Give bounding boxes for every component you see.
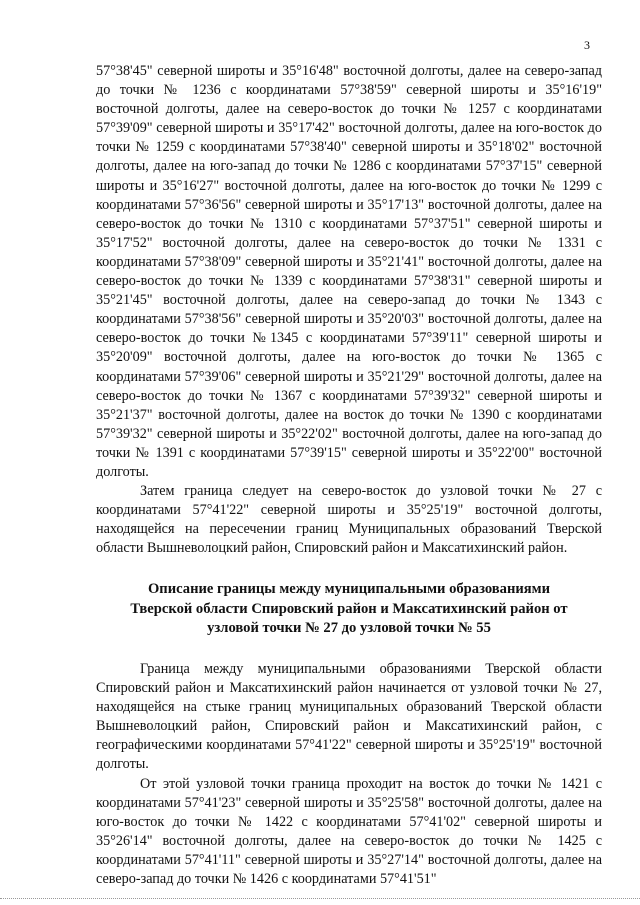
page-number: 3	[584, 38, 590, 52]
section-heading-line-2: Тверской области Спировский район и Максатихинский район от	[130, 600, 568, 617]
paragraph-boundary-route: От этой узловой точки граница проходит на восток до точки № 1421 с координатами 57°41'23" северной широты и 35°25'58" восточной долготы, далее на юго-восток до точки № 1422 с координатами 57°41'02" северной широты и 35°26'14" восточной долготы, далее на северо-восток до точки № 1425 с координатами 57°41'11" северной широты и 35°27'14" восточной долготы, далее на северо-запад до точки № 1426 с координатами 57°41'51"	[96, 775, 602, 887]
document-body	[96, 62, 602, 889]
page-bottom-divider	[0, 898, 640, 899]
paragraph-node-27: Затем граница следует на северо-восток до узловой точки № 27 с координатами 57°41'22" северной широты и 35°25'19" восточной долготы, находящейся на пересечении границ Муниципальных образований Тверской области Вышневолоцкий район, Спировский район и Максатихинский район.	[96, 483, 602, 557]
paragraph-continuation: 57°38'45" северной широты и 35°16'48" восточной долготы, далее на северо-запад до точки № 1236 с координатами 57°38'59" северной широты и 35°16'19" восточной долготы, далее на северо-восток до точки № 1257 с координатами 57°39'09" северной широты и 35°17'42" восточной долготы, далее на юго-восток до точки № 1259 с координатами 57°38'40" северной широты и 35°18'02" восточной долготы, далее на юго-запад до точки № 1286 с координатами 57°37'15" северной широты и 35°16'27" восточной долготы, далее на юго-восток до точки № 1299 с координатами 57°36'56" северной широты и 35°17'13" восточной долготы, далее на северо-восток до точки № 1310 с координатами 57°37'51" северной широты и 35°17'52" восточной долготы, далее на северо-восток до точки № 1331 с координатами 57°38'09" северной широты и 35°21'41" восточной долготы, далее на северо-восток до точки № 1339 с координатами 57°38'31" северной широты и 35°21'45" восточной долготы, далее на северо-запад до точки № 1343 с координатами 57°38'56" северной широты и 35°20'03" восточной долготы, далее на северо-восток до точки №1345 с координатами 57°39'11" северной широты и 35°20'09" восточной долготы, далее на юго-восток до точки № 1365 с координатами 57°39'06" северной широты и 35°21'29" восточной долготы, далее на северо-восток до точки № 1367 с координатами 57°39'32" северной широты и 35°21'37" восточной долготы, далее на восток до точки № 1390 с координатами 57°39'32" северной широты и 35°22'02" восточной долготы, далее на юго-запад до точки № 1391 с координатами 57°39'15" северной широты и 35°22'00" восточной долготы.	[96, 63, 602, 480]
section-heading-line-1: Описание границы между муниципальными образованиями	[147, 581, 551, 598]
section-heading	[96, 580, 602, 639]
paragraph-boundary-start: Граница между муниципальными образованиями Тверской области Спировский район и Максатихинский район начинается от узловой точки № 27, находящейся на стыке границ муниципальных образований Тверской области Вышневолоцкий район, Спировский район и Максатихинский район, с географическими координатами 57°41'22" северной широты и 35°25'19" восточной долготы.	[96, 660, 602, 773]
section-heading-line-3: узловой точки № 27 до узловой точки № 55	[207, 620, 491, 637]
